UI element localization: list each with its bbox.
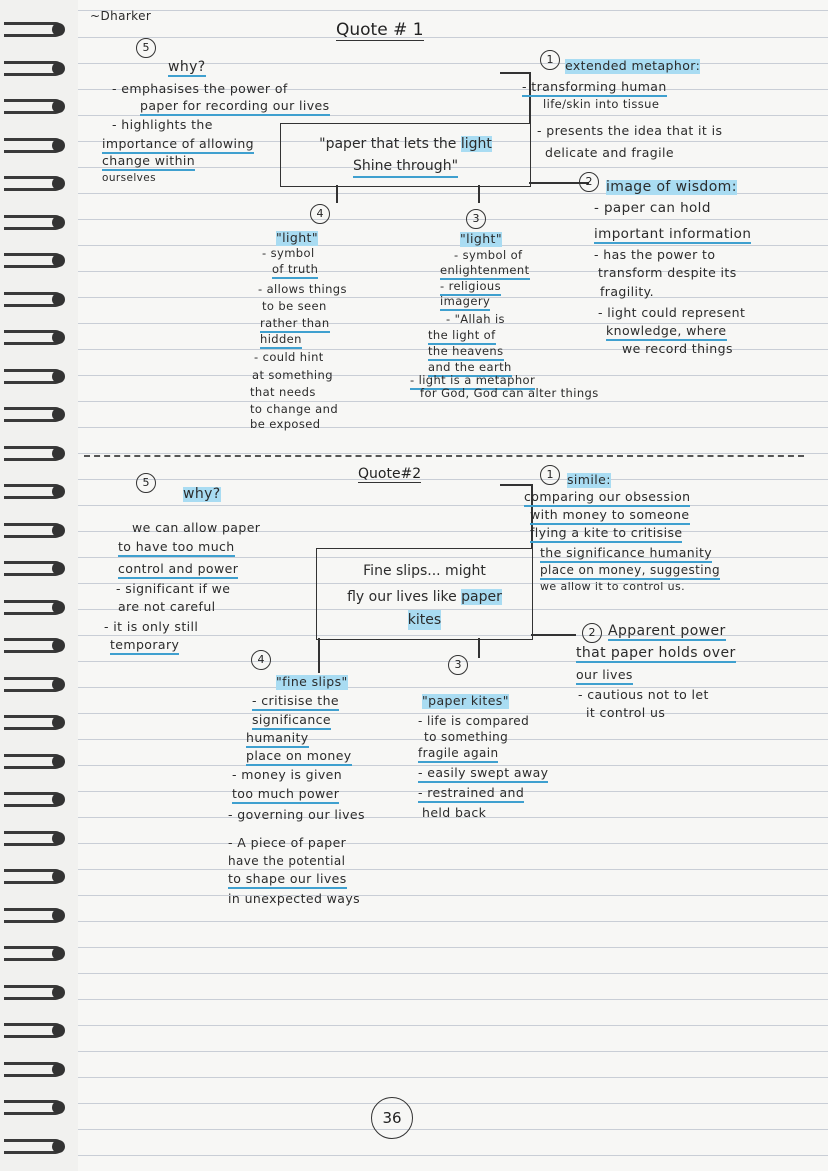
section-number-circle: 3 (448, 655, 468, 675)
section-number-circle: 1 (540, 465, 560, 485)
connector (531, 634, 576, 636)
q1-light-enlightenment-heading: "light" (460, 231, 503, 246)
section-number-circle: 5 (136, 473, 156, 493)
section-number-circle: 2 (579, 172, 599, 192)
q2-fine-slips-heading: "fine slips" (276, 674, 348, 689)
binding-hole (52, 793, 65, 806)
page-number: 36 (371, 1097, 413, 1139)
connector (336, 185, 338, 203)
notebook-page: ~Dharker Quote # 1 "paper that lets the light Shine through" 5 why? - emphasises the power of paper for recording our lives - highlights the importance of allowing change within ourselves 1 extended metaphor: - transforming human life/skin into tissue - presents the idea that it is delicate and fragile 2 image of wisdom: - paper can hold important information - has the power to transform despite its fragility. - light could represent knowledge, where we record things 4 "light" - symbol of truth - allows things to be seen rather than hidden - could hint at something that needs to change and be exposed 3 "light" - symbol of enlightenment - religious imagery - "Allah is the light of the heavens and the earth - light is a metaphor for God, God can alter things Quote#2 Fine slips... might fly our lives like paper kites 5 why? we can allow paper to have too much control and power - significant if we are not careful - it is only still temporary 1 simile: comparing our obsession with money to someone flying a kite to critisise the significance humanity place on money, suggesting we allow it to control us. 2 Apparent power that paper holds over our lives - cautious not to let it control us 4 "fine slips" - critisise the significance humanity place on money - money is given too much power - governing our lives - A piece of paper have the potential to shape our lives in unexpected ways 3 "paper kites" - life is compared to something fragile again - easily swept away - restrained and held back 36 (0, 0, 828, 1171)
connector (318, 638, 320, 673)
binding-hole (52, 447, 65, 460)
connector (500, 484, 532, 486)
binding-hole (52, 601, 65, 614)
quote2-text-line2: fly our lives like paper (347, 589, 502, 605)
quote1-title: Quote # 1 (336, 20, 424, 40)
author-name: ~Dharker (90, 9, 152, 23)
q2-paper-kites-heading: "paper kites" (422, 693, 509, 708)
binding-hole (52, 177, 65, 190)
binding-hole (52, 139, 65, 152)
q2-simile-heading: simile: (567, 472, 611, 487)
binding-hole (52, 23, 65, 36)
q1-image-of-wisdom-heading: image of wisdom: (606, 179, 737, 195)
connector (478, 185, 480, 203)
binding-hole (52, 254, 65, 267)
q2-apparent-power-heading: Apparent power (608, 623, 726, 639)
quote2-highlight-paper: paper (461, 589, 502, 605)
section-number-circle: 2 (582, 623, 602, 643)
quote1-text-line1: "paper that lets the light (319, 136, 492, 152)
q2-why-heading: why? (183, 486, 221, 502)
binding-hole (52, 293, 65, 306)
binding-hole (52, 62, 65, 75)
connector (478, 638, 480, 658)
binding-hole (52, 524, 65, 537)
binding-hole (52, 870, 65, 883)
binding-hole (52, 331, 65, 344)
binding-hole (52, 1140, 65, 1153)
q1-light-truth-heading: "light" (276, 230, 319, 245)
section-number-circle: 4 (310, 204, 330, 224)
section-number-circle: 4 (251, 650, 271, 670)
section-number-circle: 3 (466, 209, 486, 229)
binding-hole (52, 370, 65, 383)
q1-extended-metaphor-heading: extended metaphor: (565, 58, 701, 73)
binding-hole (52, 909, 65, 922)
binding-hole (52, 947, 65, 960)
quote2-title: Quote#2 (358, 466, 422, 482)
quote1-box (280, 123, 531, 187)
spiral-binding (0, 0, 78, 1171)
connector (500, 72, 530, 74)
section-divider (84, 455, 804, 457)
binding-hole (52, 216, 65, 229)
quote1-text-line2: Shine through" (353, 156, 458, 178)
binding-hole (52, 1101, 65, 1114)
q1-why-heading: why? (168, 59, 206, 75)
binding-hole (52, 755, 65, 768)
quote2-box (316, 548, 533, 640)
section-number-circle: 5 (136, 38, 156, 58)
binding-hole (52, 100, 65, 113)
binding-hole (52, 716, 65, 729)
binding-hole (52, 639, 65, 652)
section-number-circle: 1 (540, 50, 560, 70)
binding-hole (52, 1063, 65, 1076)
quote1-highlight-light: light (460, 136, 492, 152)
binding-hole (52, 1024, 65, 1037)
binding-hole (52, 832, 65, 845)
binding-hole (52, 678, 65, 691)
quote2-highlight-kites: kites (407, 612, 442, 628)
quote2-text-line1: Fine slips... might (363, 563, 486, 579)
binding-hole (52, 408, 65, 421)
binding-hole (52, 986, 65, 999)
binding-hole (52, 562, 65, 575)
binding-hole (52, 485, 65, 498)
